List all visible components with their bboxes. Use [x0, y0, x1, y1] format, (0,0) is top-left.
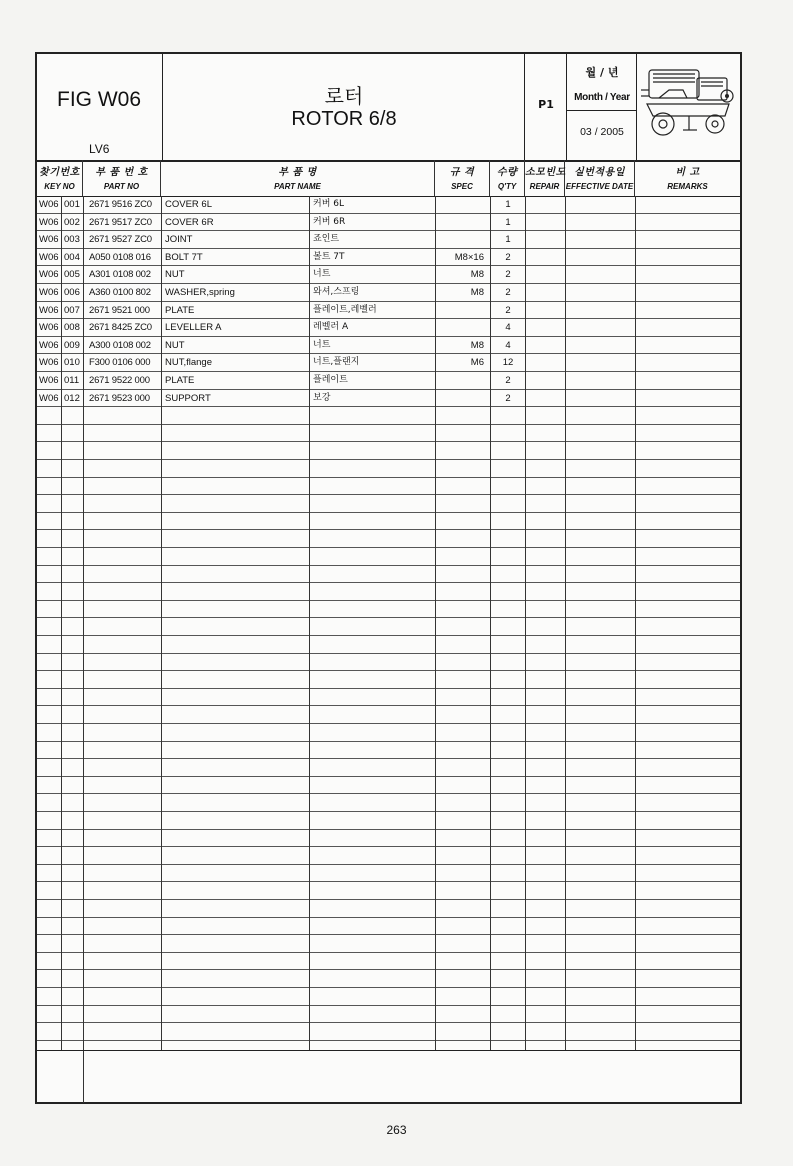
title-cell: [163, 54, 525, 160]
key-no-cell: W06: [39, 375, 59, 386]
part-name-kr-cell: 커버 6R: [313, 216, 346, 227]
part-name-kr-cell: 너트,플랜지: [313, 357, 360, 368]
col-remarks-kr: 비 고: [675, 167, 700, 178]
key-no-cell: W06: [39, 287, 59, 298]
grid-line-part-no: [83, 196, 84, 1050]
key-no-cell: W06: [39, 251, 59, 263]
parts-list-sheet: [35, 52, 742, 1104]
part-name-kr-cell: 플레이트,레벨러: [313, 304, 377, 315]
qty-cell: 1: [505, 216, 511, 228]
part-name-kr-cell: 보강: [313, 392, 331, 403]
spec-cell: [438, 231, 490, 249]
qty-cell: 2: [505, 304, 511, 316]
sheet-footer: [37, 1050, 740, 1103]
qty-cell: 12: [502, 357, 514, 369]
date-cell: [567, 54, 637, 160]
col-part-no: [83, 160, 161, 196]
figure-number: FIG W06: [57, 88, 142, 111]
part-name-kr-cell: 와셔,스프링: [313, 287, 360, 297]
grid-line-spec: [435, 196, 436, 1050]
grid-line-remarks: [635, 196, 636, 1050]
col-spec: [435, 160, 490, 196]
part-name-kr-cell: 너트: [313, 269, 331, 280]
key-no-cell: W06: [39, 339, 59, 351]
col-part-name: [161, 160, 435, 196]
sheet-header: [37, 54, 740, 162]
part-no-cell: A360 0100 802: [89, 287, 151, 298]
grid-line-name-kr: [309, 196, 310, 1050]
key-no-cell: W06: [39, 357, 59, 369]
key-sub-cell: 002: [64, 216, 80, 228]
part-no-cell: 2671 8425 ZC0: [89, 322, 152, 334]
part-name-en-cell: PLATE: [165, 375, 195, 386]
col-qty-en: Q'TY: [497, 182, 517, 191]
col-remarks: [635, 160, 740, 196]
qty-cell: 4: [505, 339, 511, 351]
qty-cell: 1: [505, 199, 511, 210]
date-label-english: Month / Year: [574, 92, 630, 103]
grid-line-part-name: [161, 196, 162, 1050]
title-english: ROTOR 6/8: [291, 108, 397, 130]
figure-cell: [37, 54, 163, 160]
model-code: LV6: [89, 142, 110, 156]
qty-cell: 2: [505, 375, 511, 386]
spec-cell: M8: [470, 287, 484, 298]
part-name-en-cell: PLATE: [165, 304, 195, 316]
qty-cell: 2: [505, 251, 511, 263]
col-remarks-en: REMARKS: [667, 182, 708, 191]
col-part-no-kr: 부 품 번 호: [95, 167, 148, 178]
part-name-en-cell: NUT: [165, 269, 185, 281]
spec-cell: M8: [470, 269, 484, 281]
qty-cell: 2: [505, 287, 511, 298]
part-name-kr-cell: 너트: [313, 339, 331, 350]
part-no-cell: A300 0108 002: [89, 339, 151, 351]
col-part-no-en: PART NO: [103, 182, 140, 191]
qty-cell: 2: [505, 269, 511, 281]
col-part-name-en: PART NAME: [274, 182, 321, 191]
part-name-en-cell: WASHER,spring: [165, 287, 235, 298]
logo-cell: [637, 54, 740, 160]
spec-cell: [438, 372, 490, 390]
page-cell: [525, 54, 567, 160]
spec-cell: [438, 390, 490, 408]
part-name-kr-cell: 레벨러 A: [313, 322, 349, 333]
col-key-no-kr: 찾기번호: [39, 167, 80, 178]
key-sub-cell: 009: [64, 339, 80, 351]
spec-cell: [438, 319, 490, 337]
grid-line-effective: [565, 196, 566, 1050]
key-no-cell: W06: [39, 392, 59, 404]
key-sub-cell: 004: [64, 251, 80, 263]
part-name-en-cell: JOINT: [165, 234, 193, 246]
grid-line-repair: [525, 196, 526, 1050]
part-name-kr-cell: 죠인트: [313, 234, 340, 245]
part-name-en-cell: BOLT 7T: [165, 251, 203, 263]
col-part-name-kr: 부 품 명: [278, 167, 317, 178]
key-sub-cell: 012: [64, 392, 80, 404]
spec-cell: [438, 214, 490, 232]
key-sub-cell: 008: [64, 322, 80, 334]
key-sub-cell: 007: [64, 304, 80, 316]
part-no-cell: A301 0108 002: [89, 269, 151, 281]
col-key-no: [37, 160, 83, 196]
title-korean: 로터: [324, 84, 364, 108]
date-divider: [567, 110, 637, 111]
footer-divider: [83, 1051, 84, 1103]
spec-cell: M8: [470, 339, 484, 351]
part-name-kr-cell: 플레이트: [313, 375, 348, 385]
part-no-cell: 2671 9522 000: [89, 375, 150, 386]
key-sub-cell: 010: [64, 357, 80, 369]
col-spec-kr: 규 격: [449, 167, 475, 178]
col-repair: [525, 160, 565, 196]
spec-cell: [438, 302, 490, 320]
part-name-en-cell: LEVELLER A: [165, 322, 222, 334]
qty-cell: 2: [505, 392, 511, 404]
spec-cell: [438, 196, 490, 214]
col-effective-date: [565, 160, 635, 196]
part-no-cell: 2671 9523 000: [89, 392, 150, 404]
key-sub-cell: 003: [64, 234, 80, 246]
col-effective-date-kr: 실번적용일: [574, 167, 625, 178]
part-name-en-cell: NUT,flange: [165, 357, 212, 369]
column-headers: [37, 160, 740, 197]
page-number: 263: [386, 1123, 407, 1137]
tractor-illustration-icon: [639, 60, 737, 140]
col-qty-kr: 수량: [496, 167, 518, 178]
key-no-cell: W06: [39, 304, 59, 316]
page-label: P1: [538, 98, 554, 111]
col-key-no-en: KEY NO: [44, 182, 75, 191]
col-effective-date-en: EFFECTIVE DATE: [565, 182, 634, 191]
part-no-cell: 2671 9516 ZC0: [89, 199, 152, 210]
part-no-cell: 2671 9517 ZC0: [89, 216, 152, 228]
col-spec-en: SPEC: [451, 182, 473, 191]
key-no-cell: W06: [39, 234, 59, 246]
part-name-en-cell: COVER 6L: [165, 199, 212, 210]
col-repair-en: REPAIR: [529, 182, 560, 191]
date-label-korean: 월 / 년: [585, 66, 619, 79]
grid-line-qty: [490, 196, 491, 1050]
part-no-cell: 2671 9521 000: [89, 304, 150, 316]
key-no-cell: W06: [39, 216, 59, 228]
part-no-cell: A050 0108 016: [89, 251, 151, 263]
part-name-en-cell: NUT: [165, 339, 185, 351]
grid-line-key-sub: [61, 196, 62, 1050]
key-sub-cell: 006: [64, 287, 80, 298]
part-no-cell: 2671 9527 ZC0: [89, 234, 152, 246]
key-sub-cell: 005: [64, 269, 80, 281]
key-sub-cell: 011: [64, 375, 80, 386]
part-name-kr-cell: 커버 6L: [313, 199, 344, 209]
part-name-kr-cell: 볼트 7T: [313, 251, 345, 262]
spec-cell: M8×16: [454, 251, 484, 263]
key-no-cell: W06: [39, 322, 59, 334]
part-name-en-cell: COVER 6R: [165, 216, 214, 228]
key-no-cell: W06: [39, 199, 59, 210]
key-sub-cell: 001: [64, 199, 80, 210]
col-qty: [490, 160, 525, 196]
qty-cell: 4: [505, 322, 511, 334]
key-no-cell: W06: [39, 269, 59, 281]
date-value: 03 / 2005: [580, 126, 624, 138]
col-repair-kr: 소모빈도: [525, 167, 566, 178]
spec-cell: M6: [470, 357, 484, 369]
part-name-en-cell: SUPPORT: [165, 392, 211, 404]
part-no-cell: F300 0106 000: [89, 357, 151, 369]
qty-cell: 1: [505, 234, 511, 246]
